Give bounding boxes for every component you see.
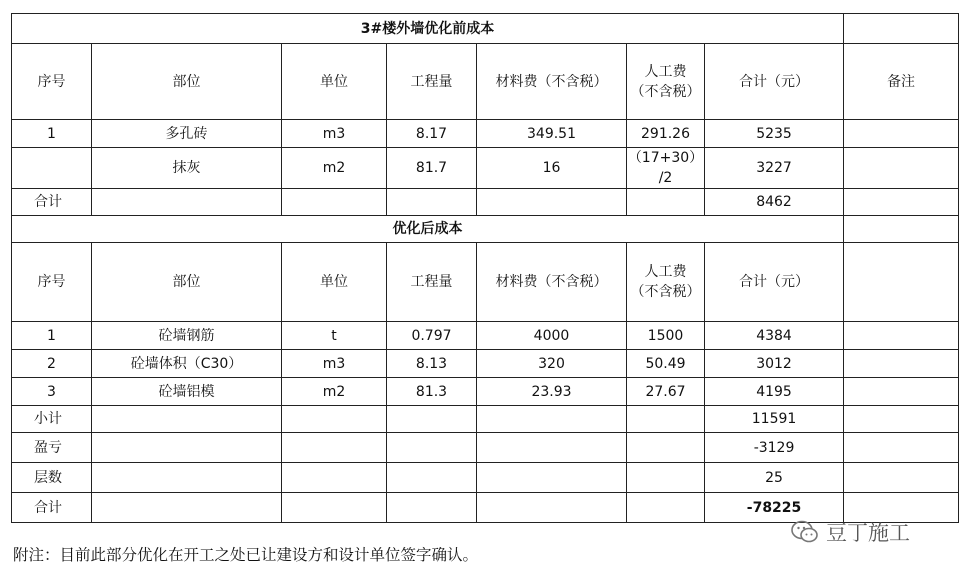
watermark <box>790 517 910 547</box>
header-cell: 单位 <box>282 243 387 322</box>
empty-cell <box>387 493 477 523</box>
cost-table <box>11 13 959 523</box>
cell <box>12 148 92 189</box>
header-cell: 部位 <box>92 44 282 120</box>
table2-header-row <box>12 243 959 322</box>
header-cell: 单位 <box>282 44 387 120</box>
cell: 16 <box>477 148 627 189</box>
cell: m3 <box>282 350 387 378</box>
empty-cell <box>282 493 387 523</box>
summary-row <box>12 463 959 493</box>
cell: 8.13 <box>387 350 477 378</box>
cell: 27.67 <box>627 378 705 406</box>
empty-cell <box>627 433 705 463</box>
cell: 1500 <box>627 322 705 350</box>
empty-cell <box>844 189 959 216</box>
table1-header-row <box>12 44 959 120</box>
empty-cell <box>477 493 627 523</box>
empty-cell <box>477 433 627 463</box>
cell: 砼墙铝模 <box>92 378 282 406</box>
empty-cell <box>477 406 627 433</box>
empty-cell <box>844 216 959 243</box>
header-cell: 序号 <box>12 243 92 322</box>
header-cell: 部位 <box>92 243 282 322</box>
cell <box>844 148 959 189</box>
watermark-text: 豆丁施工 <box>826 521 910 545</box>
cell: 0.797 <box>387 322 477 350</box>
table-row <box>12 378 959 406</box>
cell: 1 <box>12 120 92 148</box>
header-cell: 工程量 <box>387 243 477 322</box>
summary-label: 层数 <box>12 463 92 493</box>
empty-cell <box>387 189 477 216</box>
empty-cell <box>627 493 705 523</box>
empty-cell <box>282 433 387 463</box>
header-cell: 材料费（不含税） <box>477 243 627 322</box>
header-cell: 合计（元） <box>705 44 844 120</box>
cell: 多孔砖 <box>92 120 282 148</box>
summary-row <box>12 406 959 433</box>
summary-row <box>12 433 959 463</box>
empty-cell <box>387 433 477 463</box>
cell: 3 <box>12 378 92 406</box>
table1-total-row <box>12 189 959 216</box>
empty-cell <box>282 463 387 493</box>
empty-cell <box>92 189 282 216</box>
header-cell: 序号 <box>12 44 92 120</box>
cell: 3227 <box>705 148 844 189</box>
cell: 50.49 <box>627 350 705 378</box>
summary-label: 盈亏 <box>12 433 92 463</box>
table2-title: 优化后成本 <box>12 216 844 243</box>
cell: 8.17 <box>387 120 477 148</box>
empty-cell <box>92 463 282 493</box>
grand-total-value: -78225 <box>705 493 844 523</box>
empty-cell <box>844 463 959 493</box>
cell: m2 <box>282 148 387 189</box>
empty-cell <box>92 406 282 433</box>
cell: 81.7 <box>387 148 477 189</box>
cell: 349.51 <box>477 120 627 148</box>
cell: 291.26 <box>627 120 705 148</box>
table-row <box>12 120 959 148</box>
cell: 砼墙体积（C30） <box>92 350 282 378</box>
empty-cell <box>387 463 477 493</box>
header-cell: 材料费（不含税） <box>477 44 627 120</box>
cell: 抹灰 <box>92 148 282 189</box>
footnote: 附注：目前此部分优化在开工之处已让建设方和设计单位签字确认。 <box>13 546 479 564</box>
summary-value: 11591 <box>705 406 844 433</box>
header-cell-multiline: 人工费 （不含税） <box>627 44 705 120</box>
cell: 2 <box>12 350 92 378</box>
cell: 23.93 <box>477 378 627 406</box>
empty-cell <box>627 406 705 433</box>
cell: m2 <box>282 378 387 406</box>
cell: 4195 <box>705 378 844 406</box>
empty-cell <box>844 322 959 350</box>
header-cell: 备注 <box>844 44 959 120</box>
empty-cell <box>844 406 959 433</box>
cell: 3012 <box>705 350 844 378</box>
header-cell: 工程量 <box>387 44 477 120</box>
table-row <box>12 148 959 189</box>
cell: 320 <box>477 350 627 378</box>
table-row <box>12 322 959 350</box>
cell <box>844 120 959 148</box>
empty-cell <box>844 243 959 322</box>
empty-cell <box>844 350 959 378</box>
header-cell: 合计（元） <box>705 243 844 322</box>
header-cell-multiline: 人工费 （不含税） <box>627 243 705 322</box>
empty-cell <box>477 189 627 216</box>
summary-value: 25 <box>705 463 844 493</box>
empty-cell <box>92 433 282 463</box>
empty-cell <box>844 433 959 463</box>
empty-cell <box>844 14 959 44</box>
table2-title-row <box>12 216 959 243</box>
chat-bubble-icon <box>790 517 820 547</box>
empty-cell <box>627 189 705 216</box>
empty-cell <box>844 378 959 406</box>
summary-label: 合计 <box>12 493 92 523</box>
total-label: 合计 <box>12 189 92 216</box>
empty-cell <box>282 189 387 216</box>
summary-value: -3129 <box>705 433 844 463</box>
cell: 4000 <box>477 322 627 350</box>
table1-title: 3#楼外墙优化前成本 <box>12 14 844 44</box>
cell: 81.3 <box>387 378 477 406</box>
empty-cell <box>387 406 477 433</box>
empty-cell <box>92 493 282 523</box>
empty-cell <box>477 463 627 493</box>
empty-cell <box>627 463 705 493</box>
cell: 4384 <box>705 322 844 350</box>
table-row <box>12 350 959 378</box>
cell: 砼墙钢筋 <box>92 322 282 350</box>
cell: 1 <box>12 322 92 350</box>
cell: m3 <box>282 120 387 148</box>
cell-multiline: （17+30） /2 <box>627 148 705 189</box>
table1-title-row <box>12 14 959 44</box>
cell: t <box>282 322 387 350</box>
total-value: 8462 <box>705 189 844 216</box>
empty-cell <box>282 406 387 433</box>
summary-label: 小计 <box>12 406 92 433</box>
cell: 5235 <box>705 120 844 148</box>
